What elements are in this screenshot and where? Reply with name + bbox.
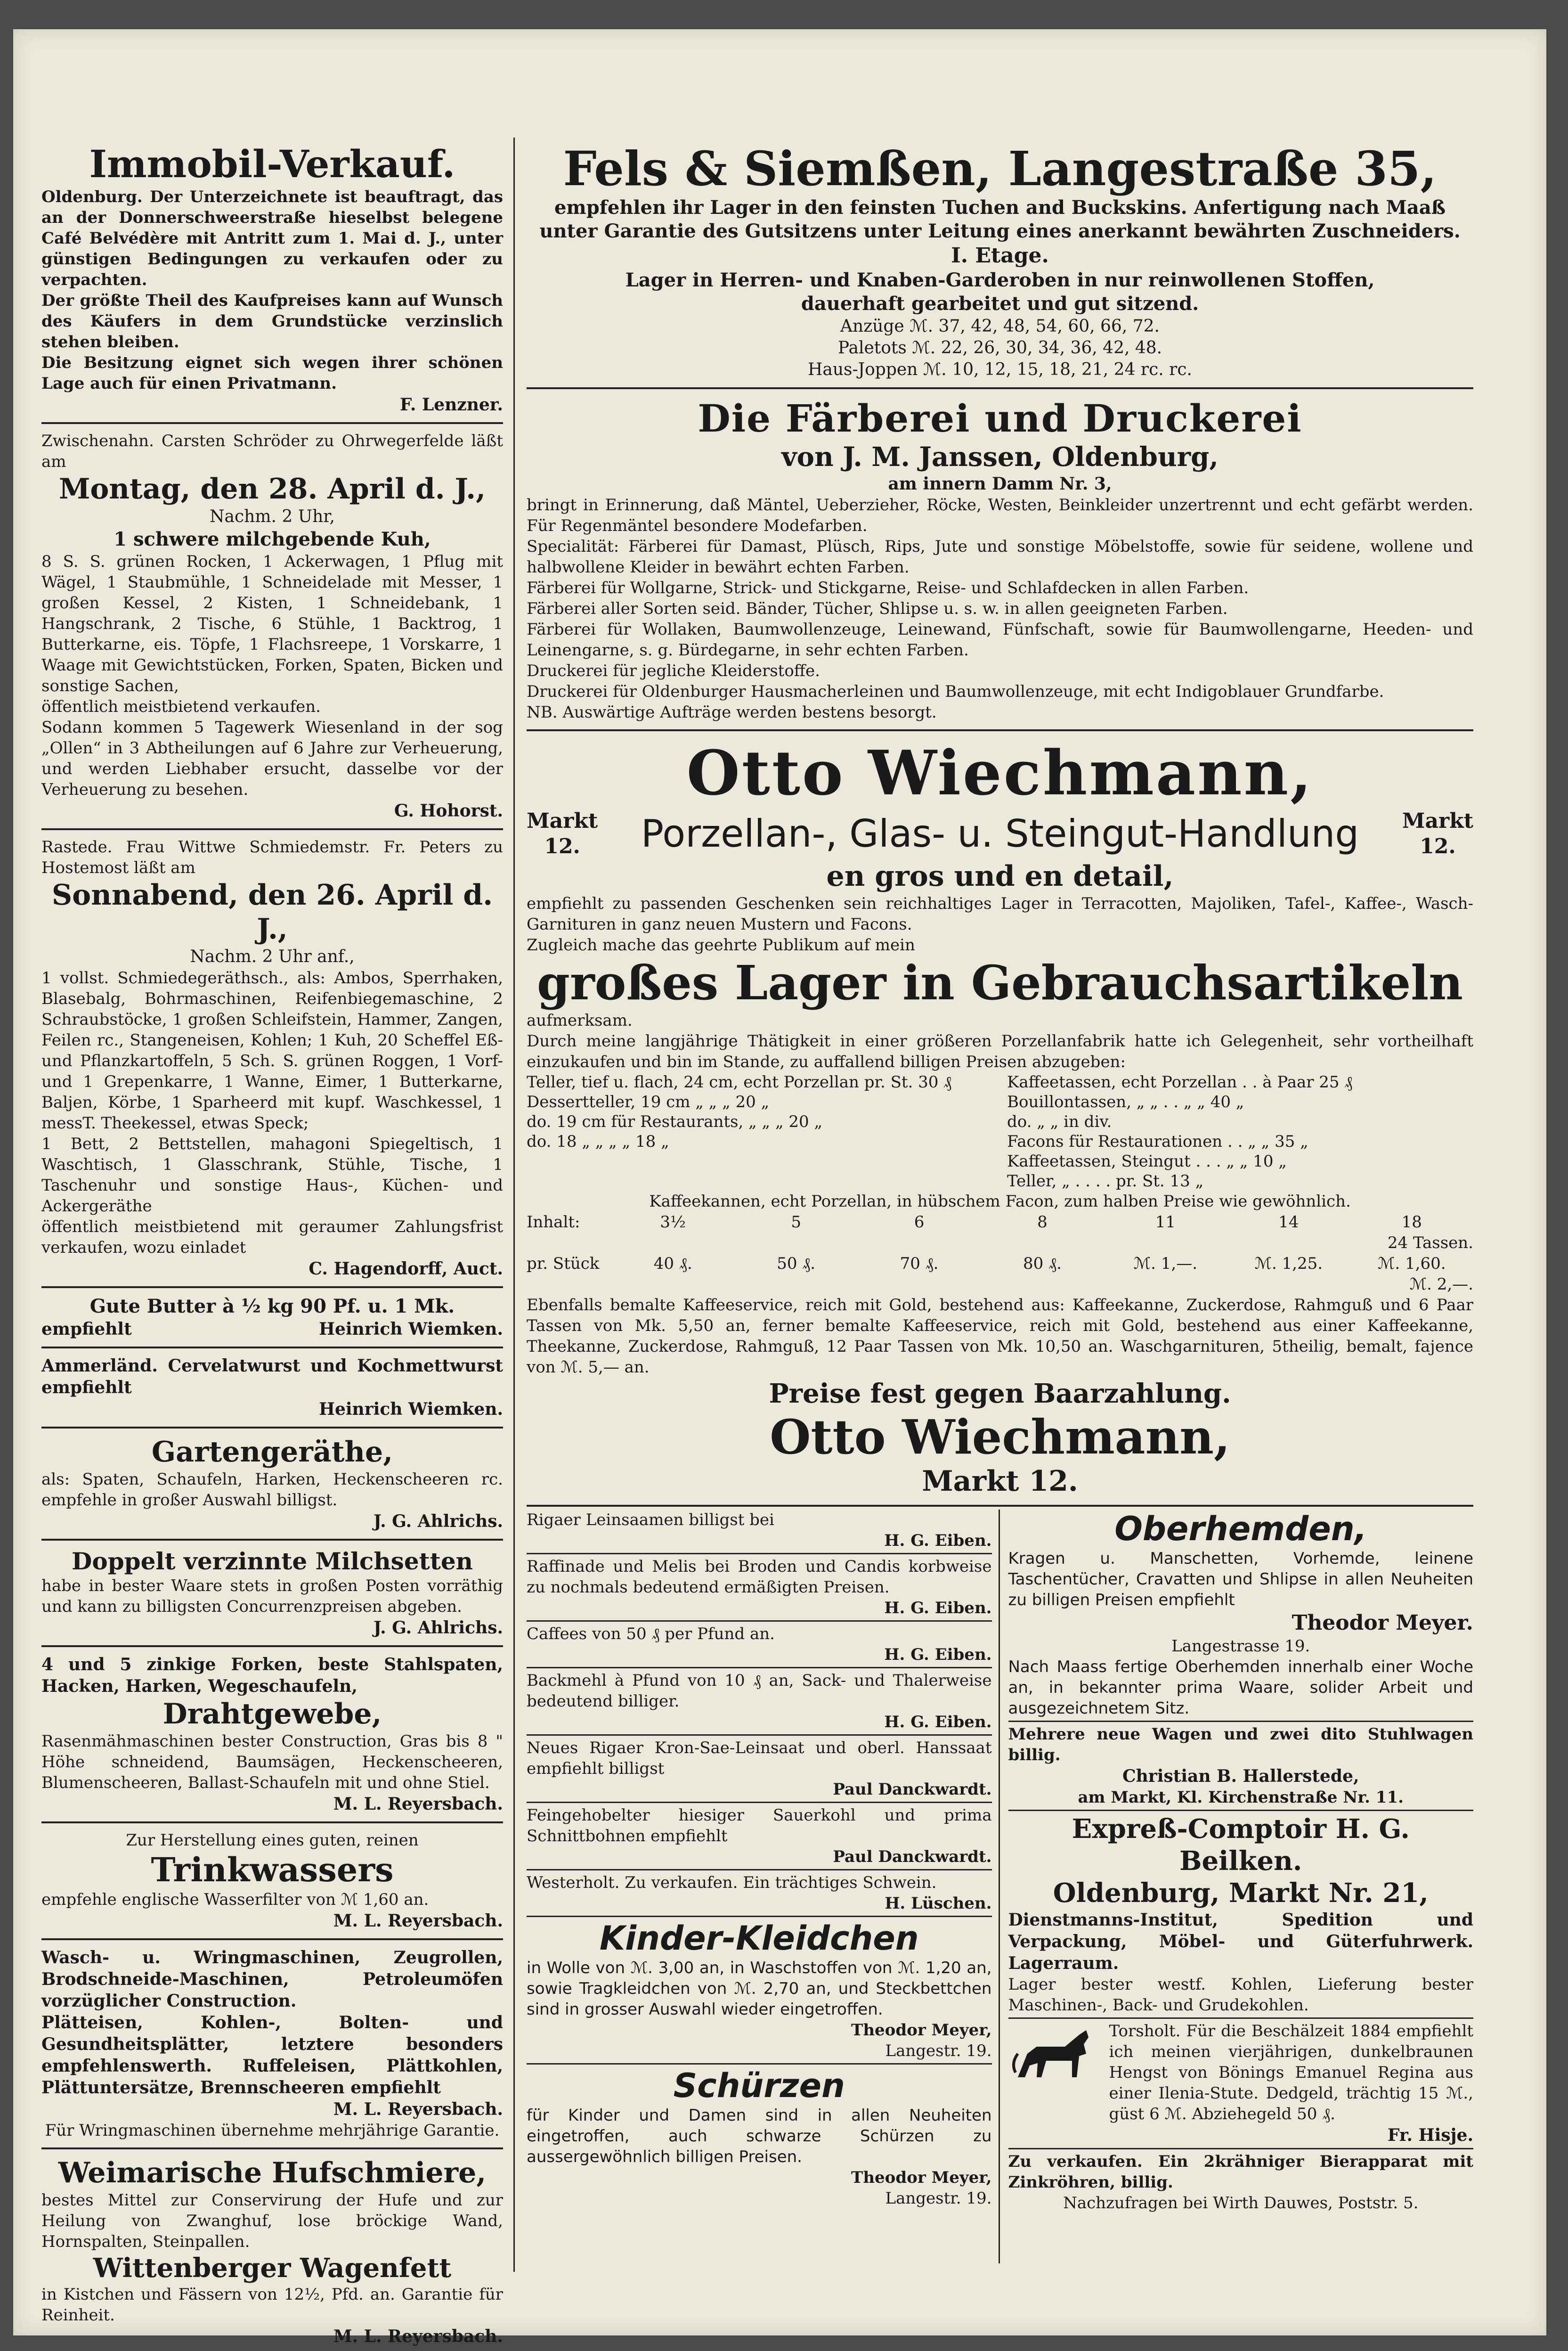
ad-signature: Christian B. Hallerstede, [1122, 1766, 1359, 1786]
ad-body: in Wolle von ℳ. 3,00 an, in Waschstoffen von ℳ. 1,20 an, sowie Tragkleidchen von ℳ. 2,70 an, und Steckbettchen sind in grosser Auswahl wieder eingetroffen. [527, 1959, 992, 2019]
ad-body: Nachzufragen bei Wirth Dauwes, Poststr. 5. [1063, 2194, 1419, 2212]
ad-body: Ammerländ. Cervelatwurst und Kochmettwurst empfiehlt [41, 1356, 503, 1397]
ad-body: empfehlen ihr Lager in den feinsten Tuchen and Buckskins. Anfertigung nach Maaß unter Garantie des Gutsitzens unter Leitung eines anerkannt bewährten Zuschneiders. [539, 196, 1461, 242]
ad-title: Otto Wiechmann, [770, 1409, 1230, 1465]
price-line: Paletots ℳ. 22, 26, 30, 34, 36, 42, 48. [837, 338, 1162, 358]
ad-signature: Theodor Meyer, [851, 2168, 992, 2187]
ad-signature: H. G. Eiben. [884, 1645, 992, 1664]
divider [41, 422, 503, 424]
ad-body: Zugleich mache das geehrte Publikum auf mein [527, 936, 915, 955]
table-cell: ℳ. 2,—. [1409, 1275, 1473, 1294]
ad-time: Nachm. 2 Uhr, [210, 507, 335, 526]
table-cell: 50 ₰. [777, 1254, 816, 1273]
ad-body: öffentlich meistbietend verkaufen. [41, 697, 321, 716]
ad-body: Caffees von 50 ₰ per Pfund an. [527, 1624, 775, 1643]
ad-trink [41, 1826, 503, 1935]
ad-body: Rigaer Leinsaamen billigst bei [527, 1510, 774, 1529]
ad-signature: M. L. Reyersbach. [333, 2099, 503, 2119]
ad-body: als: Spaten, Schaufeln, Harken, Heckenscheeren rc. empfehle in großer Auswahl billigst. [41, 1470, 503, 1510]
ad-body: Kaffeekannen, echt Porzellan, in hübschem Facon, zum halben Preise wie gewöhnlich. [649, 1192, 1351, 1211]
ad-otto-wiechmann [527, 734, 1473, 1502]
ad-markt: Markt 12. [922, 1465, 1078, 1498]
ad-subtitle: Porzellan-, Glas- u. Steingut-Handlung [641, 812, 1359, 856]
ad-immobil [41, 138, 503, 419]
ad-date: Montag, den 28. April d. J., [58, 473, 486, 506]
bottom-split [527, 1510, 1473, 2263]
ad-address: am Markt, Kl. Kirchenstraße Nr. 11. [1078, 1788, 1404, 1807]
ad-body: Westerholt. Zu verkaufen. Ein trächtiges Schwein. [527, 1873, 937, 1892]
ad-body: Plätteisen, Kohlen-, Bolten- und Gesundheitsplätter, letztere besonders empfehlenswerth. Ruffeleisen, Plättkohlen, Plättuntersätze, Brennscheeren empfiehlt [41, 2013, 503, 2098]
ad-body: Feingehobelter hiesiger Sauerkohl und prima Schnittbohnen empfiehlt [527, 1806, 992, 1845]
price-line: Haus-Joppen ℳ. 10, 12, 15, 18, 21, 24 rc. rc. [808, 360, 1192, 379]
ad-intro: Zwischenahn. Carsten Schröder zu Ohrwegerfelde läßt am [41, 432, 503, 471]
ad-title: Oldenburg, Markt Nr. 21, [1053, 1878, 1429, 1909]
price-row: Facons für Restaurationen . . „ „ 35 „ [1007, 1132, 1308, 1151]
ad-body: habe in bester Waare stets in großen Posten vorräthig und kann zu billigsten Concurrenzpreisen abgeben. [41, 1576, 503, 1616]
ad-body: Torsholt. Für die Beschälzeit 1884 empfiehlt ich meinen vierjährigen, dunkelbraunen Hengst von Bönings Emanuel Regina aus einer Ilenia-Stute. Dedgeld, trächtig 15 ℳ., güst 6 ℳ. Abziehegeld 50 ₰. [1109, 2022, 1473, 2123]
ad-body: Rasenmähmaschinen bester Construction, Gras bis 8 " Höhe schneidend, Baumsägen, Heckenscheeren, Blumenscheeren, Ballast-Schaufeln mit und ohne Stiel. [41, 1732, 503, 1792]
ad-markt: 12. [544, 834, 580, 858]
ad-faerberei [527, 392, 1473, 727]
ad-fels [527, 138, 1473, 384]
ad-signature: H. G. Eiben. [884, 1713, 992, 1731]
divider [41, 1938, 503, 1940]
ad-signature: Theodor Meyer. [1292, 1611, 1473, 1635]
table-cell: 14 [1278, 1213, 1299, 1232]
ad-title: Weimarische Hufschmiere, [58, 2156, 487, 2189]
price-row: Teller, „ . . . . pr. St. 13 „ [1007, 1172, 1204, 1191]
table-cell: 8 [1037, 1213, 1048, 1232]
ad-huf [41, 2152, 503, 2351]
ad-body: Ebenfalls bemalte Kaffeeservice, reich mit Gold, bestehend aus: Kaffeekanne, Zuckerdose, Rahmguß und 6 Paar Tassen von Mk. 5,50 an, ferner bemalte Kaffeeservice, reich mit Gold, bestehend aus einer Kaffeekanne, Theekanne, Zuckerdose, Rahmguß, 12 Paar Tassen von Mk. 10,50 an. Waschgarnituren, 5theilig, bemalt, fajence von ℳ. 5,— an. [527, 1296, 1473, 1377]
ad-signature: G. Hohorst. [394, 801, 503, 821]
ad-title: Gartengeräthe, [151, 1436, 393, 1469]
ad-body: Wasch- u. Wringmaschinen, Zeugrollen, Brodschneide-Maschinen, Petroleumöfen vorzüglicher Construction. [41, 1948, 503, 2011]
divider [41, 1539, 503, 1541]
ad-body: Die Besitzung eignet sich wegen ihrer schönen Lage auch für einen Privatmann. [41, 353, 503, 393]
ad-body: Lager in Herren- und Knaben-Garderoben in nur reinwollenen Stoffen, [625, 269, 1375, 291]
ad-butter [41, 1291, 503, 1344]
price-row: Kaffeetassen, Steingut . . . „ „ 10 „ [1007, 1152, 1287, 1171]
ad-zwischenahn [41, 427, 503, 825]
table-cell: 6 [914, 1213, 925, 1232]
ad-body: Kragen u. Manschetten, Vorhemde, leinene Taschentücher, Cravatten und Shlipse in allen Neuheiten zu billigen Preisen empfiehlt [1008, 1549, 1473, 1609]
ad-address: Langestr. 19. [885, 2041, 992, 2060]
table-cell: Inhalt: [527, 1213, 580, 1232]
divider [527, 729, 1473, 731]
ad-signature: Paul Danckwardt. [833, 1780, 992, 1799]
ad-markt: 12. [1420, 834, 1456, 858]
ad-address: am innern Damm Nr. 3, [888, 474, 1112, 494]
ad-markt: Markt [1402, 809, 1473, 833]
divider [527, 387, 1473, 389]
ad-title: Kinder-Kleidchen [599, 1919, 919, 1958]
ad-signature: Theodor Meyer, [851, 2021, 992, 2040]
divider [41, 1286, 503, 1288]
ad-body: Preise fest gegen Baarzahlung. [769, 1378, 1231, 1409]
table-cell: 18 [1401, 1213, 1422, 1232]
price-line: Anzüge ℳ. 37, 42, 48, 54, 60, 66, 72. [840, 317, 1160, 336]
ad-body: 1 vollst. Schmiedegeräthsch., als: Ambos, Sperrhaken, Blasebalg, Bohrmaschinen, Reifenbiegemaschine, 2 Schraubstöcke, 1 großen Schleifstein, Hammer, Zangen, Feilen rc., Stangeneisen, Kohlen; 1 Kuh, 20 Scheffel Eß- und Pflanzkartoffeln, 5 Sch. S. grünen Roggen, 1 Vorf- und 1 Grepenkarre, 1 Wanne, Eimer, 1 Butterkarne, Baljen, Körbe, 1 Sparheerd mit kupf. Waschkessel, 1 messT. Theekessel, etwas Speck; [41, 969, 503, 1133]
ad-body: Sodann kommen 5 Tagewerk Wiesenland in der sog „Ollen“ in 3 Abtheilungen auf 6 Jahre zur Verheuerung, und werden Liebhaber ersucht, dasselbe vor der Verheuerung zu besehen. [41, 718, 503, 799]
ad-title: Fels & Siemßen, Langestraße 35, [563, 141, 1437, 196]
ad-body: Raffinade und Melis bei Broden und Candis korbweise zu nochmals bedeutend ermäßigten Preisen. [527, 1557, 992, 1597]
ad-title: Schürzen [673, 2066, 845, 2105]
ad-garten [41, 1431, 503, 1536]
ad-signature: H. G. Eiben. [884, 1599, 992, 1617]
ad-signature: Fr. Hisje. [1387, 2125, 1473, 2145]
ad-body: Druckerei für jegliche Kleiderstoffe. [527, 661, 820, 680]
ad-signature: M. L. Reyersbach. [333, 1911, 503, 1931]
table-cell: ℳ. 1,25. [1254, 1254, 1323, 1273]
ad-body: Druckerei für Oldenburger Hausmacherleinen und Baumwollenzeuge, mit echt Indigoblauer Grundfarbe. [527, 682, 1384, 701]
ad-body: bestes Mittel zur Conservirung der Hufe und zur Heilung von Zwanghuf, lose bröckige Wand, Hornspalten, Steinpallen. [41, 2191, 503, 2251]
ad-body: aufmerksam. [527, 1011, 633, 1030]
ad-body: Für Wringmaschinen übernehme mehrjährige Garantie. [45, 2121, 500, 2140]
ad-body: Neues Rigaer Kron-Sae-Leinsaat und oberl. Hanssaat empfiehlt billigst [527, 1739, 992, 1778]
ad-body: Dienstmanns-Institut, Spedition und Verpackung, Möbel- und Güterfuhrwerk. Lagerraum. [1008, 1910, 1473, 1973]
table-cell: ℳ. 1,60. [1378, 1254, 1446, 1273]
ad-signature: F. Lenzner. [399, 395, 503, 415]
column-rule-left [513, 138, 515, 2272]
table-cell: 70 ₰. [900, 1254, 939, 1273]
ad-body: für Kinder und Damen sind in allen Neuheiten eingetroffen, auch schwarze Schürzen zu aussergewöhnlich billigen Preisen. [527, 2106, 992, 2166]
ad-body: Der größte Theil des Kaufpreises kann auf Wunsch des Käufers in dem Grundstücke verzinslich stehen bleiben. [41, 291, 503, 351]
table-cell: pr. Stück [527, 1254, 600, 1273]
ad-rastede [41, 833, 503, 1283]
left-column [41, 138, 503, 2346]
price-list [527, 1072, 1473, 1191]
ad-body: 1 Bett, 2 Bettstellen, mahagoni Spiegeltisch, 1 Waschtisch, 1 Glasschrank, Stühle, Tische, 1 Taschenuhr und sonstige Haus-, Küchen- und Ackergeräthe [41, 1135, 503, 1216]
ad-signature: J. G. Ahlrichs. [373, 1511, 503, 1531]
ad-body: Färberei für Wollgarne, Strick- und Stickgarne, Reise- und Schlafdecken in allen Farben. [527, 579, 1249, 597]
ad-body: dauerhaft gearbeitet und gut sitzend. [801, 293, 1199, 315]
ad-body: empfiehlt zu passenden Geschenken sein reichhaltiges Lager in Terracotten, Majoliken, Tafel-, Kaffee-, Wasch-Garnituren in ganz neuen Mustern und Facons. [527, 894, 1473, 934]
ad-cervelat [41, 1351, 503, 1424]
ad-gros: en gros und en detail, [826, 860, 1174, 893]
divider [41, 2147, 503, 2149]
ad-address: Langestrasse 19. [1171, 1637, 1310, 1656]
horse-icon [1008, 2021, 1103, 2091]
ad-body: Zu verkaufen. Ein 2krähniger Bierapparat mit Zinkröhren, billig. [1008, 2152, 1473, 2192]
divider [41, 1347, 503, 1348]
ad-signature: J. G. Ahlrichs. [373, 1618, 503, 1638]
ad-markt: Markt [527, 809, 598, 833]
right-column [527, 138, 1473, 2272]
ad-body: Durch meine langjährige Thätigkeit in einer größeren Porzellanfabrik hatte ich Gelegenheit, sehr vortheilhaft einzukaufen und bin im Stande, zu auffallend billigen Preisen abzugeben: [527, 1032, 1473, 1071]
ad-title: Otto Wiechmann, [686, 737, 1314, 809]
ad-body: Mehrere neue Wagen und zwei dito Stuhlwagen billig. [1008, 1725, 1473, 1764]
ad-intro: Rastede. Frau Wittwe Schmiedemstr. Fr. Peters zu Hostemost läßt am [41, 838, 503, 877]
ad-title: Immobil-Verkauf. [89, 142, 455, 186]
newspaper-page [13, 29, 1546, 2346]
ad-big: großes Lager in Gebrauchsartikeln [537, 955, 1463, 1011]
kanne-table [527, 1212, 1473, 1295]
price-row: Dessertteller, 19 cm „ „ „ 20 „ [527, 1093, 770, 1111]
ad-body: empfehle englische Wasserfilter von ℳ 1,60 an. [41, 1890, 429, 1909]
ad-body: Färberei aller Sorten seid. Bänder, Tücher, Shlipse u. s. w. in allen geeigneten Farben. [527, 599, 1228, 618]
ad-title: Doppelt verzinnte Milchsetten [71, 1547, 473, 1575]
table-cell: 80 ₰. [1023, 1254, 1062, 1273]
ad-body: in Kistchen und Fässern von 12½, Pfd. an. Garantie für Reinheit. [41, 2285, 503, 2325]
ad-title: Trinkwassers [151, 1850, 394, 1889]
ad-body: öffentlich meistbietend mit geraumer Zahlungsfrist verkaufen, wozu einladet [41, 1217, 503, 1257]
ad-body: 8 S. S. grünen Rocken, 1 Ackerwagen, 1 Pflug mit Wägel, 1 Staubmühle, 1 Schneidelade mit Messer, 1 großen Kessel, 2 Kisten, 1 Schneidebank, 1 Hangschrank, 2 Tische, 6 Stühle, 1 Backtrog, 1 Butterkarne, eis. Töpfe, 1 Flachsreepe, 1 Vorskarre, 1 Waage mit Gewichtstücken, Forken, Spaten, Bicken und sonstige Sachen, [41, 552, 503, 695]
divider [41, 1821, 503, 1823]
ad-body: Specialität: Färberei für Damast, Plüsch, Rips, Jute und sonstige Möbelstoffe, sowie für seidene, wollene und halbwollene Kleider in bewährt echten Farben. [527, 537, 1473, 577]
mid-column [527, 1510, 1000, 2263]
ad-title: Drahtgewebe, [162, 1698, 382, 1731]
price-row: Kaffeetassen, echt Porzellan . . à Paar 25 ₰ [1007, 1073, 1353, 1092]
ad-signature: H. Lüschen. [885, 1894, 992, 1913]
ad-forken [41, 1650, 503, 1819]
ad-address: Langestr. 19. [885, 2189, 992, 2208]
price-row: do. „ „ in div. [1007, 1112, 1112, 1131]
price-row: do. 18 „ „ „ „ 18 „ [527, 1132, 669, 1151]
ad-subtitle: von J. M. Janssen, Oldenburg, [781, 441, 1219, 473]
ad-body: Färberei für Wollaken, Baumwollenzeuge, Leinewand, Fünfschaft, sowie für Baumwollengarne, Heeden- und Leinengarne, s. g. Bürdegarne, in sehr echten Farben. [527, 620, 1473, 660]
ad-body: 4 und 5 zinkige Forken, beste Stahlspaten, Hacken, Harken, Wegeschaufeln, [41, 1655, 503, 1696]
ad-body: bringt in Erinnerung, daß Mäntel, Ueberzieher, Röcke, Westen, Beinkleider unzertrennt und echt gefärbt werden. Für Regenmäntel besondere Modefarben. [527, 496, 1473, 535]
ad-body: Lager bester westf. Kohlen, Lieferung bester Maschinen-, Back- und Grudekohlen. [1008, 1975, 1473, 2015]
divider [527, 1505, 1473, 1507]
ad-signature: C. Hagendorff, Auct. [309, 1259, 503, 1279]
ad-intro: Zur Herstellung eines guten, reinen [126, 1831, 419, 1850]
price-row: Bouillontassen, „ „ . . „ „ 40 „ [1007, 1093, 1244, 1111]
ad-note: NB. Auswärtige Aufträge werden bestens besorgt. [527, 703, 937, 722]
table-cell: 11 [1155, 1213, 1176, 1232]
ad-body: Backmehl à Pfund von 10 ₰ an, Sack- und Thalerweise bedeutend billiger. [527, 1671, 992, 1711]
price-row: Teller, tief u. flach, 24 cm, echt Porzellan pr. St. 30 ₰ [527, 1073, 952, 1092]
ad-title: Wittenberger Wagenfett [93, 2253, 452, 2284]
table-cell: ℳ. 1,—. [1133, 1254, 1198, 1273]
ad-signature: Paul Danckwardt. [833, 1847, 992, 1866]
ad-body: Gute Butter à ½ kg 90 Pf. u. 1 Mk. [89, 1295, 455, 1317]
ad-date: Sonnabend, den 26. April d. J., [51, 879, 493, 946]
table-cell: 5 [791, 1213, 801, 1232]
ad-etage: I. Etage. [951, 244, 1049, 268]
ad-item: 1 schwere milchgebende Kuh, [114, 528, 431, 550]
ad-signature: Heinrich Wiemken. [318, 1319, 503, 1339]
table-cell: 24 Tassen. [1387, 1233, 1473, 1252]
ad-body: Oldenburg. Der Unterzeichnete ist beauftragt, das an der Donnerschweerstraße hieselbst belegene Café Belvédère mit Antritt zum 1. Mai d. J., unter günstigen Bedingungen zu verkaufen oder zu verpachten. [41, 188, 503, 289]
ad-body: empfiehlt [41, 1319, 132, 1339]
ad-title: Expreß-Comptoir H. G. Beilken. [1072, 1813, 1410, 1877]
divider [41, 828, 503, 830]
ad-milch [41, 1543, 503, 1642]
ad-signature: Heinrich Wiemken. [318, 1399, 503, 1419]
ad-wasch [41, 1943, 503, 2145]
divider [41, 1427, 503, 1429]
ad-signature: H. G. Eiben. [884, 1531, 992, 1550]
table-cell: 40 ₰. [653, 1254, 692, 1273]
price-row: do. 19 cm für Restaurants, „ „ „ 20 „ [527, 1112, 823, 1131]
table-cell: 3½ [660, 1213, 686, 1232]
ad-title: Die Färberei und Druckerei [698, 396, 1302, 441]
ad-time: Nachm. 2 Uhr anf., [190, 947, 355, 966]
ad-title: Oberhemden, [1114, 1510, 1367, 1548]
ad-signature: M. L. Reyersbach. [333, 2327, 503, 2346]
ad-signature: M. L. Reyersbach. [333, 1794, 503, 1814]
divider [41, 1645, 503, 1647]
side-column [1000, 1510, 1474, 2263]
ad-body: Nach Maass fertige Oberhemden innerhalb einer Woche an, in bekannter prima Waare, solider Arbeit und ausgezeichnetem Sitz. [1008, 1657, 1473, 1718]
